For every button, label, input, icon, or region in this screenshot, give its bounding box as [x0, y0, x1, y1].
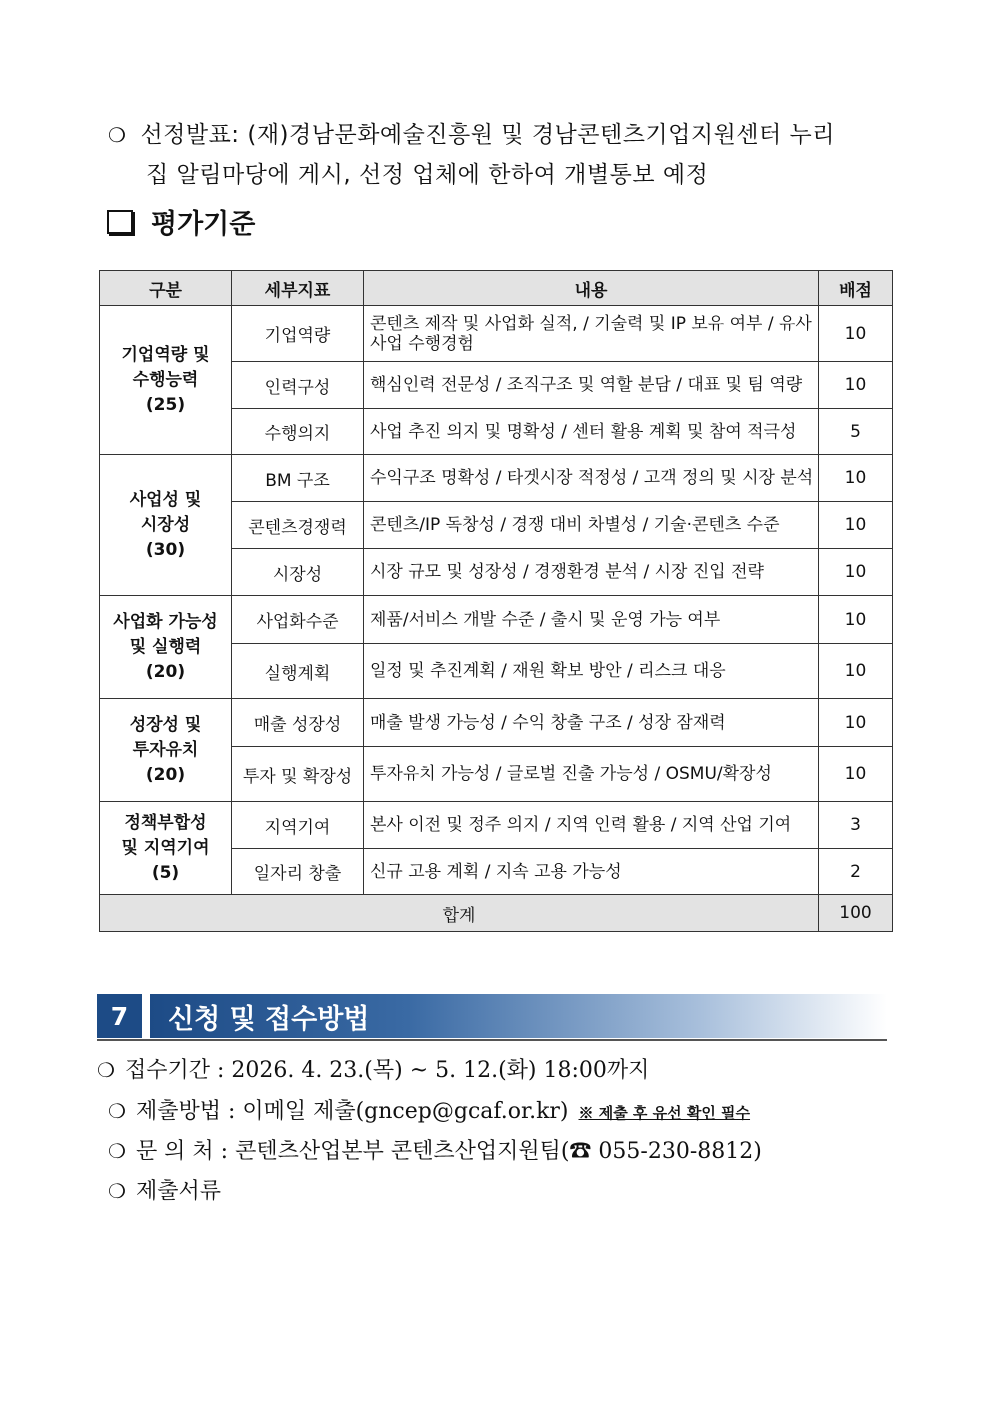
eval-title: 평가기준 — [151, 209, 256, 240]
score-cell: 2 — [819, 849, 893, 895]
eval-heading — [107, 202, 255, 241]
score-cell: 10 — [819, 306, 893, 362]
contact-line — [108, 1134, 762, 1165]
section-title: 신청 및 접수방법 — [150, 994, 887, 1038]
indicator-cell: 일자리 창출 — [232, 849, 364, 895]
table-row — [100, 455, 893, 502]
indicator-cell: 사업화수준 — [232, 596, 364, 644]
table-row — [100, 306, 893, 362]
score-cell: 10 — [819, 549, 893, 596]
indicator-cell: 지역기여 — [232, 802, 364, 849]
indicator-cell: 실행계획 — [232, 644, 364, 699]
indicator-cell: 투자 및 확장성 — [232, 747, 364, 802]
indicator-cell: 매출 성장성 — [232, 699, 364, 747]
header-content: 내용 — [364, 271, 819, 306]
indicator-cell: 수행의지 — [232, 409, 364, 455]
bullet-circle-icon: ❍ — [108, 1179, 126, 1203]
content-cell: 시장 규모 및 성장성 / 경쟁환경 분석 / 시장 진입 전략 — [364, 549, 819, 596]
score-cell: 5 — [819, 409, 893, 455]
score-cell: 10 — [819, 362, 893, 409]
score-cell: 10 — [819, 455, 893, 502]
announce-text-1: 선정발표: (재)경남문화예술진흥원 및 경남콘텐츠기업지원센터 누리 — [140, 122, 835, 148]
indicator-cell: 인력구성 — [232, 362, 364, 409]
indicator-cell: 기업역량 — [232, 306, 364, 362]
header-category: 구분 — [100, 271, 232, 306]
bullet-circle-icon: ❍ — [97, 1058, 115, 1082]
score-cell: 10 — [819, 502, 893, 549]
section-number: 7 — [97, 994, 142, 1038]
checkbox-square-icon — [107, 210, 133, 234]
category-cell: 성장성 및 투자유치 (20) — [100, 699, 232, 802]
content-cell: 투자유치 가능성 / 글로벌 진출 가능성 / OSMU/확장성 — [364, 747, 819, 802]
announce-line-2: 집 알림마당에 게시, 선정 업체에 한하여 개별통보 예정 — [146, 162, 709, 188]
method-text: 제출방법 : 이메일 제출(gncep@gcaf.or.kr) — [135, 1099, 569, 1124]
content-cell: 신규 고용 계획 / 지속 고용 가능성 — [364, 849, 819, 895]
method-line — [108, 1094, 750, 1125]
category-cell: 사업성 및 시장성 (30) — [100, 455, 232, 596]
content-cell: 핵심인력 전문성 / 조직구조 및 역할 분담 / 대표 및 팀 역량 — [364, 362, 819, 409]
content-cell: 일정 및 추진계획 / 재원 확보 방안 / 리스크 대응 — [364, 644, 819, 699]
score-cell: 3 — [819, 802, 893, 849]
evaluation-table — [99, 270, 893, 932]
category-cell: 기업역량 및 수행능력 (25) — [100, 306, 232, 455]
category-cell: 정책부합성 및 지역기여 (5) — [100, 802, 232, 895]
total-row — [100, 895, 893, 932]
indicator-cell: 시장성 — [232, 549, 364, 596]
header-score: 배점 — [819, 271, 893, 306]
header-indicator: 세부지표 — [232, 271, 364, 306]
content-cell: 수익구조 명확성 / 타겟시장 적정성 / 고객 정의 및 시장 분석 — [364, 455, 819, 502]
score-cell: 10 — [819, 699, 893, 747]
table-row — [100, 596, 893, 644]
method-note: ※ 제출 후 유선 확인 필수 — [578, 1104, 751, 1122]
section-divider — [97, 1039, 887, 1041]
score-cell: 10 — [819, 747, 893, 802]
content-cell: 매출 발생 가능성 / 수익 창출 구조 / 성장 잠재력 — [364, 699, 819, 747]
table-row — [100, 802, 893, 849]
category-cell: 사업화 가능성 및 실행력 (20) — [100, 596, 232, 699]
indicator-cell: 콘텐츠경쟁력 — [232, 502, 364, 549]
score-cell: 10 — [819, 644, 893, 699]
content-cell: 사업 추진 의지 및 명확성 / 센터 활용 계획 및 참여 적극성 — [364, 409, 819, 455]
total-label: 합계 — [100, 895, 819, 932]
table-header-row — [100, 271, 893, 306]
content-cell: 콘텐츠 제작 및 사업화 실적, / 기술력 및 IP 보유 여부 / 유사사업 수행경험 — [364, 306, 819, 362]
contact-text: 문 의 처 : 콘텐츠산업본부 콘텐츠산업지원팀(☎ 055-230-8812) — [135, 1139, 762, 1164]
bullet-circle-icon: ❍ — [108, 1099, 126, 1123]
score-cell: 10 — [819, 596, 893, 644]
bullet-circle-icon: ❍ — [108, 123, 127, 147]
period-text: 접수기간 : 2026. 4. 23.(목) ~ 5. 12.(화) 18:00까지 — [124, 1058, 650, 1083]
bullet-circle-icon: ❍ — [108, 1139, 126, 1163]
content-cell: 본사 이전 및 정주 의지 / 지역 인력 활용 / 지역 산업 기여 — [364, 802, 819, 849]
content-cell: 제품/서비스 개발 수준 / 출시 및 운영 가능 여부 — [364, 596, 819, 644]
announce-line-1 — [108, 116, 835, 149]
table-row — [100, 699, 893, 747]
docs-line — [108, 1174, 221, 1205]
content-cell: 콘텐츠/IP 독창성 / 경쟁 대비 차별성 / 기술·콘텐츠 수준 — [364, 502, 819, 549]
docs-text: 제출서류 — [135, 1179, 221, 1204]
total-score: 100 — [819, 895, 893, 932]
period-line — [97, 1053, 649, 1084]
section-7-header — [97, 994, 887, 1038]
indicator-cell: BM 구조 — [232, 455, 364, 502]
